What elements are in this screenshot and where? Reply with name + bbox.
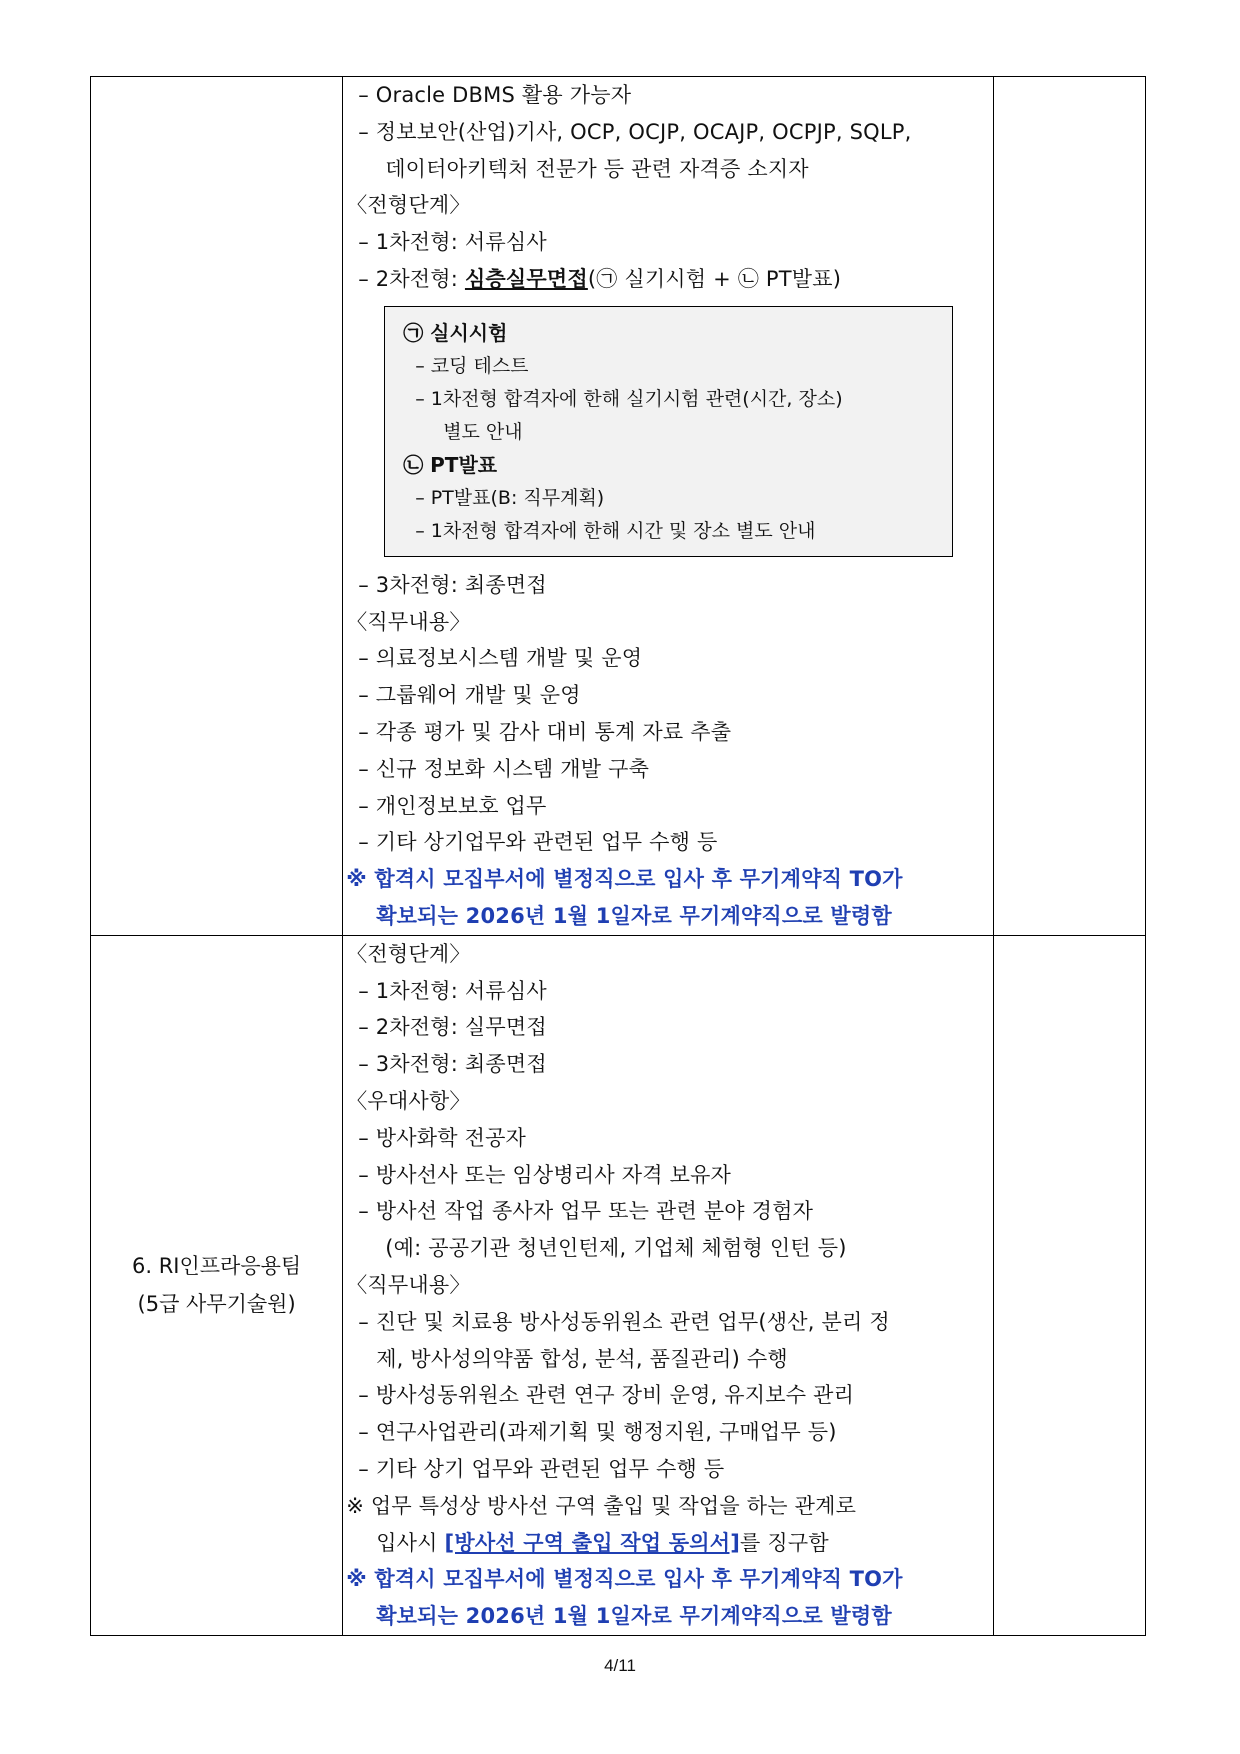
remarks-cell-empty bbox=[994, 935, 1146, 1635]
duty-item: – 그룹웨어 개발 및 운영 bbox=[358, 683, 581, 708]
duty-item: – 각종 평가 및 감사 대비 통계 자료 추출 bbox=[358, 719, 732, 744]
preference-item: – 방사화학 전공자 bbox=[358, 1125, 527, 1150]
section-header-duties: 〈직무내용〉 bbox=[346, 1272, 471, 1297]
stage-label: – 2차전형: bbox=[358, 266, 465, 291]
consent-form-link[interactable]: [방사선 구역 출입 작업 동의서] bbox=[444, 1530, 741, 1555]
notice-line: ※ 합격시 모집부서에 별정직으로 입사 후 무기계약직 TO가 bbox=[346, 867, 903, 892]
stage-item: – 1차전형: 서류심사 bbox=[358, 978, 547, 1003]
box-item: – 1차전형 합격자에 한해 실기시험 관련(시간, 장소) bbox=[415, 387, 843, 410]
notice-line-blue: ※ 합격시 모집부서에 별정직으로 입사 후 무기계약직 TO가 bbox=[346, 1567, 903, 1592]
recruitment-table bbox=[90, 76, 1146, 1636]
box-title-pt: ㉡ PT발표 bbox=[403, 452, 498, 477]
notice-line-cont: 확보되는 2026년 1월 1일자로 무기계약직으로 발령함 bbox=[376, 903, 892, 928]
duty-item: – 연구사업관리(과제기획 및 행정지원, 구매업무 등) bbox=[358, 1420, 837, 1445]
preference-item: – 방사선사 또는 임상병리사 자격 보유자 bbox=[358, 1162, 732, 1187]
dept-grade: (5급 사무기술원) bbox=[137, 1292, 296, 1317]
box-title-practical: ㉠ 실시시험 bbox=[403, 320, 508, 345]
notice-line-cont bbox=[346, 1525, 989, 1562]
box-item: – 코딩 테스트 bbox=[415, 354, 529, 377]
duty-item: – 개인정보보호 업무 bbox=[358, 793, 547, 818]
duty-item: – 진단 및 치료용 방사성동위원소 관련 업무(생산, 분리 정 bbox=[358, 1309, 890, 1334]
stage-item-2 bbox=[346, 261, 989, 298]
remarks-cell-empty bbox=[994, 77, 1146, 936]
dept-cell bbox=[91, 935, 343, 1635]
stage-item: – 1차전형: 서류심사 bbox=[358, 230, 547, 255]
box-item: – PT발표(B: 직무계획) bbox=[415, 486, 605, 509]
duty-item: – 의료정보시스템 개발 및 운영 bbox=[358, 646, 643, 671]
box-item: – 1차전형 합격자에 한해 시간 및 장소 별도 안내 bbox=[415, 519, 816, 542]
section-header-stages: 〈전형단계〉 bbox=[346, 193, 471, 218]
notice-line: ※ 업무 특성상 방사선 구역 출입 및 작업을 하는 관계로 bbox=[346, 1493, 857, 1518]
table-row-ri-team bbox=[91, 935, 1146, 1635]
dept-name: 6. RI인프라응용팀 bbox=[131, 1254, 302, 1279]
stage2-detail-box bbox=[384, 306, 953, 557]
notice-suffix: 를 징구함 bbox=[740, 1530, 829, 1555]
stage-item: – 3차전형: 최종면접 bbox=[358, 1052, 547, 1077]
duty-item: – 방사성동위원소 관련 연구 장비 운영, 유지보수 관리 bbox=[358, 1383, 855, 1408]
stage-item: – 3차전형: 최종면접 bbox=[358, 572, 547, 597]
duty-item: – 기타 상기업무와 관련된 업무 수행 등 bbox=[358, 830, 718, 855]
stage-bold-title: 심층실무면접 bbox=[464, 266, 588, 291]
section-header-stages: 〈전형단계〉 bbox=[346, 941, 471, 966]
notice-line-blue-cont: 확보되는 2026년 1월 1일자로 무기계약직으로 발령함 bbox=[376, 1604, 892, 1629]
page-number: 4/11 bbox=[604, 1656, 636, 1675]
qualification-item: – 정보보안(산업)기사, OCP, OCJP, OCAJP, OCPJP, SQLP, bbox=[358, 119, 912, 144]
qualification-item: – Oracle DBMS 활용 가능자 bbox=[358, 83, 632, 107]
dept-cell-empty bbox=[91, 77, 343, 936]
details-cell bbox=[343, 935, 994, 1635]
duty-item: – 신규 정보화 시스템 개발 구축 bbox=[358, 756, 650, 781]
preference-example: (예: 공공기관 청년인턴제, 기업체 체험형 인턴 등) bbox=[385, 1236, 847, 1261]
stage-detail: (㉠ 실기시험 + ㉡ PT발표) bbox=[587, 266, 842, 291]
qualification-item-cont: 데이터아키텍처 전문가 등 관련 자격증 소지자 bbox=[385, 156, 809, 181]
table-row-continued bbox=[91, 77, 1146, 936]
stage-item: – 2차전형: 실무면접 bbox=[358, 1015, 547, 1040]
duty-item: – 기타 상기 업무와 관련된 업무 수행 등 bbox=[358, 1456, 725, 1481]
section-header-duties: 〈직무내용〉 bbox=[346, 609, 471, 634]
box-item-cont: 별도 안내 bbox=[443, 420, 523, 443]
duty-item-cont: 제, 방사성의약품 합성, 분석, 품질관리) 수행 bbox=[376, 1346, 788, 1371]
notice-prefix: 입사시 bbox=[376, 1530, 445, 1555]
preference-item: – 방사선 작업 종사자 업무 또는 관련 분야 경험자 bbox=[358, 1199, 814, 1224]
details-cell bbox=[343, 77, 994, 936]
section-header-preferences: 〈우대사항〉 bbox=[346, 1088, 471, 1113]
